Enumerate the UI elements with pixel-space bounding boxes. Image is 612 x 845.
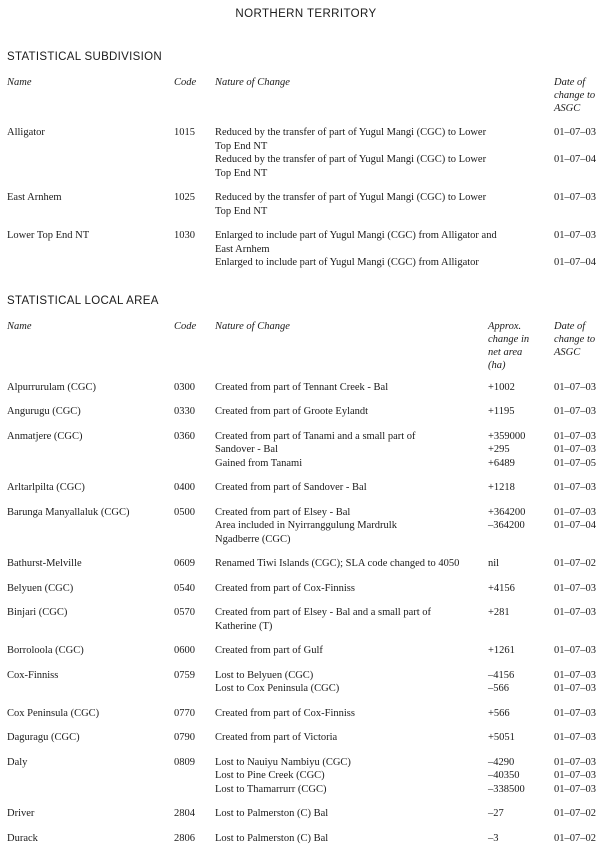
nature-cell: Area included in Nyirranggulung Mardrulk (215, 519, 488, 533)
date-cell: 01–07–03 (554, 707, 605, 721)
code-cell (174, 167, 215, 181)
code-cell: 2806 (174, 832, 215, 845)
name-cell: Arltarlpilta (CGC) (7, 481, 174, 495)
table-row (7, 606, 605, 633)
area-cell: +1002 (488, 381, 554, 395)
area-cell: +5051 (488, 731, 554, 745)
nature-cell: Top End NT (215, 140, 488, 154)
date-cell: 01–07–03 (554, 756, 605, 770)
nature-cell: Created from part of Cox-Finniss (215, 582, 488, 596)
nature-cell: Lost to Palmerston (C) Bal (215, 832, 488, 845)
name-cell (7, 769, 174, 783)
date-cell: 01–07–03 (554, 682, 605, 696)
column-header-area (488, 76, 554, 115)
date-cell: 01–07–03 (554, 405, 605, 419)
date-cell (554, 620, 605, 634)
table-header (7, 320, 605, 372)
table-row (7, 582, 605, 596)
name-cell: Cox Peninsula (CGC) (7, 707, 174, 721)
name-cell (7, 243, 174, 257)
nature-cell: Lost to Belyuen (CGC) (215, 669, 488, 683)
code-cell (174, 256, 215, 270)
area-cell: +566 (488, 707, 554, 721)
date-cell: 01–07–03 (554, 731, 605, 745)
area-cell: –4156 (488, 669, 554, 683)
table-row (7, 405, 605, 419)
name-cell: Driver (7, 807, 174, 821)
table-body (7, 126, 605, 270)
code-cell (174, 140, 215, 154)
name-cell: Belyuen (CGC) (7, 582, 174, 596)
area-cell (488, 126, 554, 140)
nature-cell: Renamed Tiwi Islands (CGC); SLA code changed to 4050 (215, 557, 488, 571)
nature-cell: Gained from Tanami (215, 457, 488, 471)
name-cell: Cox-Finniss (7, 669, 174, 683)
table-row (7, 126, 605, 180)
nature-cell: Reduced by the transfer of part of Yugul Mangi (CGC) to Lower (215, 191, 488, 205)
date-cell: 01–07–03 (554, 783, 605, 797)
code-cell (174, 443, 215, 457)
nature-cell: Enlarged to include part of Yugul Mangi (CGC) from Alligator (215, 256, 488, 270)
page-title: NORTHERN TERRITORY (7, 8, 605, 21)
date-cell: 01–07–03 (554, 506, 605, 520)
table-row (7, 430, 605, 471)
nature-cell: Lost to Nauiyu Nambiyu (CGC) (215, 756, 488, 770)
table-row (7, 669, 605, 696)
code-cell (174, 457, 215, 471)
table-row (7, 807, 605, 821)
area-cell: +1218 (488, 481, 554, 495)
code-cell (174, 243, 215, 257)
table-row (7, 506, 605, 547)
name-cell: East Arnhem (7, 191, 174, 205)
date-cell: 01–07–03 (554, 769, 605, 783)
area-cell: –338500 (488, 783, 554, 797)
area-cell: +364200 (488, 506, 554, 520)
nature-cell: Reduced by the transfer of part of Yugul Mangi (CGC) to Lower (215, 153, 488, 167)
code-cell: 0300 (174, 381, 215, 395)
area-cell: –566 (488, 682, 554, 696)
area-cell (488, 229, 554, 243)
name-cell: Lower Top End NT (7, 229, 174, 243)
code-cell: 0609 (174, 557, 215, 571)
area-cell (488, 167, 554, 181)
area-cell: nil (488, 557, 554, 571)
nature-cell: Ngadberre (CGC) (215, 533, 488, 547)
area-cell: +1195 (488, 405, 554, 419)
date-cell: 01–07–03 (554, 644, 605, 658)
code-cell (174, 519, 215, 533)
date-cell (554, 243, 605, 257)
name-cell: Binjari (CGC) (7, 606, 174, 620)
name-cell: Daguragu (CGC) (7, 731, 174, 745)
code-cell (174, 783, 215, 797)
date-cell: 01–07–03 (554, 669, 605, 683)
nature-cell: Top End NT (215, 167, 488, 181)
area-cell (488, 256, 554, 270)
date-cell: 01–07–05 (554, 457, 605, 471)
date-cell: 01–07–03 (554, 229, 605, 243)
date-cell (554, 205, 605, 219)
name-cell: Borroloola (CGC) (7, 644, 174, 658)
code-cell: 1015 (174, 126, 215, 140)
table-row (7, 229, 605, 270)
area-cell: +295 (488, 443, 554, 457)
name-cell: Durack (7, 832, 174, 845)
date-cell: 01–07–04 (554, 256, 605, 270)
name-cell (7, 153, 174, 167)
code-cell (174, 620, 215, 634)
code-cell: 0540 (174, 582, 215, 596)
nature-cell: Created from part of Tennant Creek - Bal (215, 381, 488, 395)
code-cell: 1030 (174, 229, 215, 243)
area-cell: –40350 (488, 769, 554, 783)
name-cell (7, 205, 174, 219)
date-cell: 01–07–03 (554, 443, 605, 457)
section-heading-statistical-local-area: STATISTICAL LOCAL AREA (7, 295, 605, 308)
code-cell: 0759 (174, 669, 215, 683)
nature-cell: Top End NT (215, 205, 488, 219)
date-cell: 01–07–03 (554, 126, 605, 140)
area-cell: +359000 (488, 430, 554, 444)
name-cell (7, 256, 174, 270)
date-cell: 01–07–03 (554, 481, 605, 495)
name-cell: Anmatjere (CGC) (7, 430, 174, 444)
name-cell (7, 457, 174, 471)
name-cell: Alligator (7, 126, 174, 140)
table-row (7, 707, 605, 721)
column-header-code: Code (174, 76, 215, 115)
date-cell: 01–07–02 (554, 832, 605, 845)
table-row (7, 557, 605, 571)
name-cell (7, 167, 174, 181)
table-body (7, 381, 605, 845)
area-cell (488, 620, 554, 634)
table-header (7, 76, 605, 115)
nature-cell: Reduced by the transfer of part of Yugul Mangi (CGC) to Lower (215, 126, 488, 140)
name-cell (7, 519, 174, 533)
code-cell (174, 533, 215, 547)
column-header-nature: Nature of Change (215, 76, 488, 115)
name-cell: Daly (7, 756, 174, 770)
name-cell (7, 783, 174, 797)
area-cell (488, 140, 554, 154)
name-cell (7, 620, 174, 634)
column-header-date: Date of change to ASGC (554, 76, 605, 115)
section-heading-statistical-subdivision: STATISTICAL SUBDIVISION (7, 51, 605, 64)
area-cell: +6489 (488, 457, 554, 471)
code-cell: 0570 (174, 606, 215, 620)
date-cell: 01–07–04 (554, 153, 605, 167)
date-cell: 01–07–04 (554, 519, 605, 533)
area-cell (488, 533, 554, 547)
area-cell: –4290 (488, 756, 554, 770)
area-cell: –3 (488, 832, 554, 845)
name-cell: Alpurrurulam (CGC) (7, 381, 174, 395)
column-header-nature: Nature of Change (215, 320, 488, 372)
section-statistical-local-area (7, 295, 605, 845)
nature-cell: Created from part of Tanami and a small part of (215, 430, 488, 444)
nature-cell: Lost to Pine Creek (CGC) (215, 769, 488, 783)
table-row (7, 644, 605, 658)
nature-cell: Created from part of Elsey - Bal (215, 506, 488, 520)
area-cell: +4156 (488, 582, 554, 596)
code-cell: 0600 (174, 644, 215, 658)
name-cell (7, 533, 174, 547)
date-cell: 01–07–02 (554, 807, 605, 821)
column-header-name: Name (7, 320, 174, 372)
nature-cell: Lost to Cox Peninsula (CGC) (215, 682, 488, 696)
table-row (7, 756, 605, 797)
area-cell: +281 (488, 606, 554, 620)
nature-cell: Sandover - Bal (215, 443, 488, 457)
section-statistical-subdivision (7, 51, 605, 270)
name-cell (7, 140, 174, 154)
nature-cell: Created from part of Gulf (215, 644, 488, 658)
code-cell: 0500 (174, 506, 215, 520)
code-cell: 0360 (174, 430, 215, 444)
column-header-date: Date of change to ASGC (554, 320, 605, 372)
date-cell: 01–07–03 (554, 191, 605, 205)
date-cell: 01–07–03 (554, 381, 605, 395)
nature-cell: East Arnhem (215, 243, 488, 257)
name-cell: Angurugu (CGC) (7, 405, 174, 419)
code-cell (174, 153, 215, 167)
name-cell: Bathurst-Melville (7, 557, 174, 571)
date-cell: 01–07–02 (554, 557, 605, 571)
code-cell (174, 682, 215, 696)
column-header-code: Code (174, 320, 215, 372)
area-cell (488, 243, 554, 257)
code-cell: 0400 (174, 481, 215, 495)
area-cell: +1261 (488, 644, 554, 658)
column-header-area: Approx. change in net area (ha) (488, 320, 554, 372)
area-cell (488, 153, 554, 167)
name-cell (7, 682, 174, 696)
code-cell: 0330 (174, 405, 215, 419)
nature-cell: Lost to Palmerston (C) Bal (215, 807, 488, 821)
code-cell (174, 769, 215, 783)
code-cell (174, 205, 215, 219)
nature-cell: Created from part of Elsey - Bal and a small part of (215, 606, 488, 620)
nature-cell: Enlarged to include part of Yugul Mangi (CGC) from Alligator and (215, 229, 488, 243)
table-row (7, 481, 605, 495)
area-cell (488, 205, 554, 219)
date-cell (554, 167, 605, 181)
area-cell: –364200 (488, 519, 554, 533)
column-header-name: Name (7, 76, 174, 115)
nature-cell: Created from part of Groote Eylandt (215, 405, 488, 419)
code-cell: 0790 (174, 731, 215, 745)
name-cell (7, 443, 174, 457)
date-cell: 01–07–03 (554, 582, 605, 596)
code-cell: 0809 (174, 756, 215, 770)
date-cell: 01–07–03 (554, 606, 605, 620)
code-cell: 1025 (174, 191, 215, 205)
date-cell: 01–07–03 (554, 430, 605, 444)
area-cell (488, 191, 554, 205)
nature-cell: Created from part of Sandover - Bal (215, 481, 488, 495)
nature-cell: Katherine (T) (215, 620, 488, 634)
date-cell (554, 533, 605, 547)
table-row (7, 381, 605, 395)
nature-cell: Created from part of Victoria (215, 731, 488, 745)
nature-cell: Lost to Thamarrurr (CGC) (215, 783, 488, 797)
code-cell: 2804 (174, 807, 215, 821)
nature-cell: Created from part of Cox-Finniss (215, 707, 488, 721)
name-cell: Barunga Manyallaluk (CGC) (7, 506, 174, 520)
table-row (7, 191, 605, 218)
code-cell: 0770 (174, 707, 215, 721)
date-cell (554, 140, 605, 154)
table-row (7, 731, 605, 745)
area-cell: –27 (488, 807, 554, 821)
